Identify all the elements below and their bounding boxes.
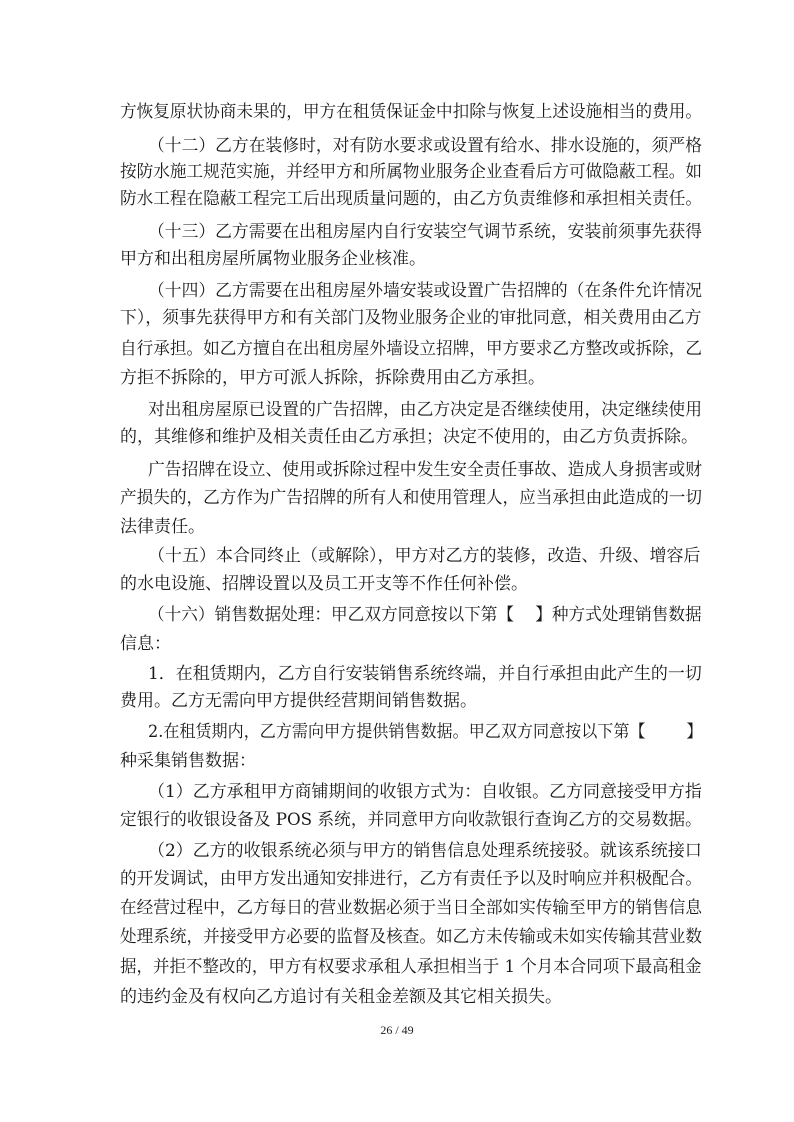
text-line: （十六）销售数据处理：甲乙双方同意按以下第【 】种方式处理销售数据 — [148, 605, 702, 625]
text-line: （十三）乙方需要在出租房屋内自行安装空气调节系统，安装前须事先获得 — [148, 222, 702, 242]
text-line: 处理系统，并接受甲方必要的监督及核查。如乙方未传输或未如实传输其营业数 — [120, 927, 703, 947]
text-line: 的违约金及有权向乙方追讨有关租金差额及其它相关损失。 — [120, 987, 562, 1007]
text-line: 自行承担。如乙方擅自在出租房屋外墙设立招牌，甲方要求乙方整改或拆除，乙 — [120, 339, 703, 359]
text-line: 费用。乙方无需向甲方提供经营期间销售数据。 — [120, 691, 477, 711]
text-line: 按防水施工规范实施，并经甲方和所属物业服务企业查看后方可做隐蔽工程。如 — [120, 162, 703, 182]
text-line: 定银行的收银设备及 POS 系统，并同意甲方向收款银行查询乙方的交易数据。 — [120, 810, 702, 830]
text-line: 广告招牌在设立、使用或拆除过程中发生安全责任事故、造成人身损害或财 — [148, 460, 702, 480]
text-line: 产损失的，乙方作为广告招牌的所有人和使用管理人，应当承担由此造成的一切 — [120, 488, 703, 508]
text-line: 对出租房屋原已设置的广告招牌，由乙方决定是否继续使用，决定继续使用 — [148, 400, 702, 420]
text-line: 方拒不拆除的，甲方可派人拆除，拆除费用由乙方承担。 — [120, 368, 545, 388]
text-line: 法律责任。 — [120, 517, 205, 537]
page-number: 26 / 49 — [380, 1023, 414, 1037]
text-line: （十二）乙方在装修时，对有防水要求或设置有给水、排水设施的，须严格 — [148, 136, 702, 156]
text-line: 甲方和出租房屋所属物业服务企业核准。 — [120, 249, 426, 269]
text-line: 下），须事先获得甲方和有关部门及物业服务企业的审批同意，相关费用由乙方 — [120, 308, 702, 328]
text-line: （1）乙方承租甲方商铺期间的收银方式为：自收银。乙方同意接受甲方指 — [148, 782, 702, 802]
text-line: （十五）本合同终止（或解除），甲方对乙方的装修，改造、升级、增容后 — [148, 546, 701, 566]
text-line: 种采集销售数据： — [120, 751, 256, 771]
text-line: 1．在租赁期内，乙方自行安装销售系统终端，并自行承担由此产生的一切 — [148, 664, 702, 684]
text-line: 方恢复原状协商未果的，甲方在租赁保证金中扣除与恢复上述设施相当的费用。 — [120, 102, 703, 122]
text-line: 信息： — [120, 634, 171, 654]
text-line: 的水电设施、招牌设置以及员工开支等不作任何补偿。 — [120, 574, 528, 594]
text-line: 的开发调试，由甲方发出通知安排进行，乙方有责任予以及时响应并积极配合。 — [120, 869, 703, 889]
text-line: （十四）乙方需要在出租房屋外墙安装或设置广告招牌的（在条件允许情况 — [148, 281, 702, 301]
text-line: 在经营过程中，乙方每日的营业数据必须于当日全部如实传输至甲方的销售信息 — [120, 898, 703, 918]
text-line: 据，并拒不整改的，甲方有权要求承租人承担相当于 1 个月本合同项下最高租金 — [120, 957, 702, 977]
text-line: （2）乙方的收银系统必须与甲方的销售信息处理系统接驳。就该系统接口 — [148, 841, 702, 861]
text-line: 2.在租赁期内，乙方需向甲方提供销售数据。甲乙双方同意按以下第【 】 — [148, 722, 703, 742]
text-line: 的，其维修和维护及相关责任由乙方承担；决定不使用的，由乙方负责拆除。 — [120, 427, 698, 447]
text-line: 防水工程在隐蔽工程完工后出现质量问题的，由乙方负责维修和承担相关责任。 — [120, 189, 703, 209]
